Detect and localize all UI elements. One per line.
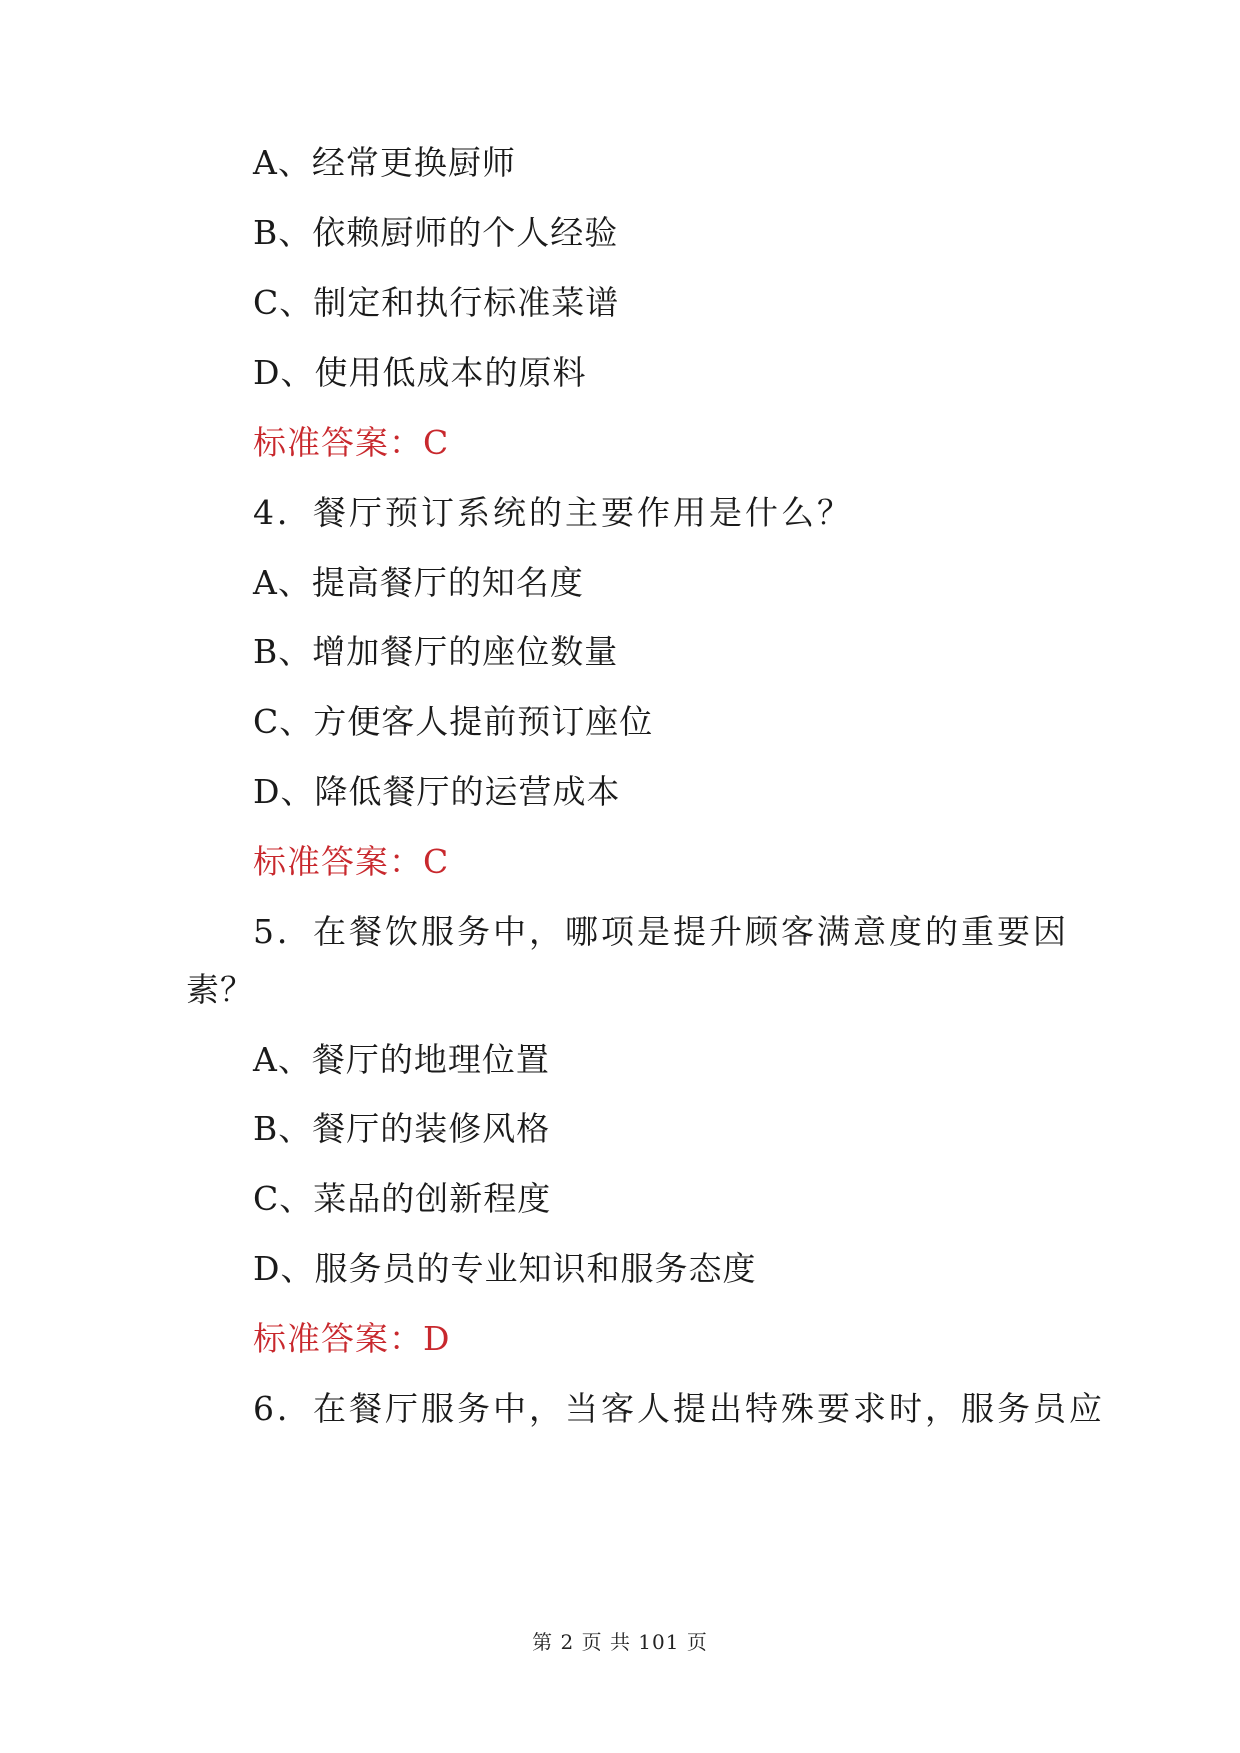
- q3-option-a: A、经常更换厨师: [253, 143, 516, 182]
- q4-option-d: D、降低餐厅的运营成本: [253, 772, 621, 811]
- q5-question-line1: 5．在餐饮服务中，哪项是提升顾客满意度的重要因: [253, 912, 1069, 951]
- q5-option-a: A、餐厅的地理位置: [253, 1040, 550, 1079]
- q5-answer: 标准答案：D: [253, 1319, 451, 1358]
- q3-option-d: D、使用低成本的原料: [253, 353, 587, 392]
- page-footer: 第 2 页 共 101 页: [532, 1630, 708, 1654]
- q6-question-line1: 6．在餐厅服务中，当客人提出特殊要求时，服务员应: [253, 1389, 1105, 1428]
- q5-option-d: D、服务员的专业知识和服务态度: [253, 1249, 757, 1288]
- q3-option-c: C、制定和执行标准菜谱: [253, 283, 620, 322]
- q3-option-b: B、依赖厨师的个人经验: [253, 213, 619, 252]
- q4-answer: 标准答案：C: [253, 842, 450, 881]
- q3-answer: 标准答案：C: [253, 423, 450, 462]
- q4-option-a: A、提高餐厅的知名度: [253, 563, 584, 602]
- q4-question: 4．餐厅预订系统的主要作用是什么？: [253, 493, 853, 532]
- q4-option-c: C、方便客人提前预订座位: [253, 702, 654, 741]
- q4-option-b: B、增加餐厅的座位数量: [253, 632, 619, 671]
- q5-question-line2: 素？: [186, 970, 254, 1009]
- q5-option-b: B、餐厅的装修风格: [253, 1109, 551, 1148]
- q5-option-c: C、菜品的创新程度: [253, 1179, 552, 1218]
